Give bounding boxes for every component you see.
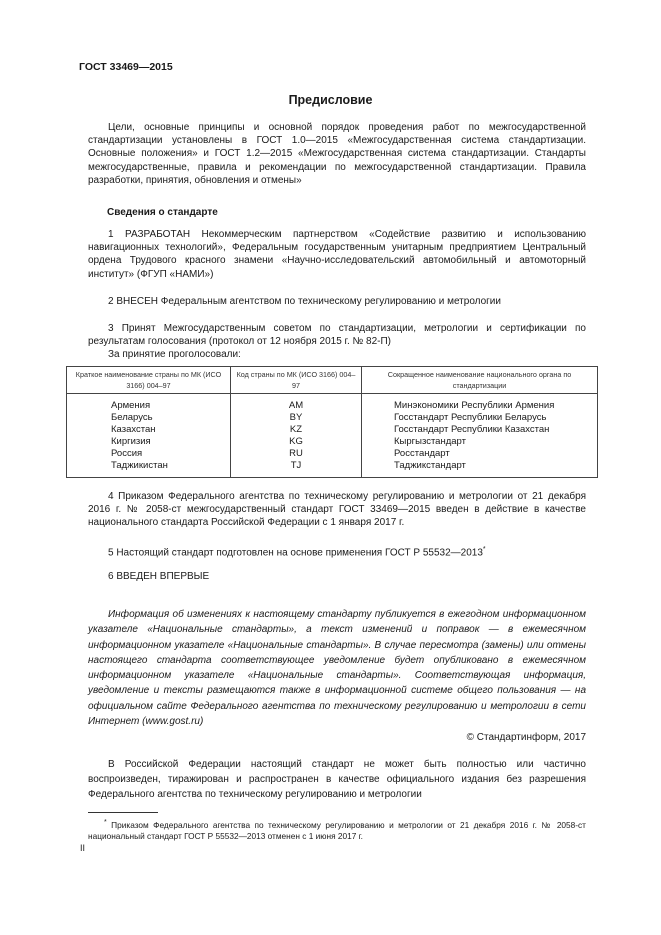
footnote-reference: *	[482, 546, 486, 553]
country-cell: Киргизия	[67, 436, 231, 448]
copyright-line: © Стандартинформ, 2017	[466, 732, 586, 743]
body-cell: Таджикстандарт	[362, 460, 598, 477]
item-6-text: 6 ВВЕДЕН ВПЕРВЫЕ	[108, 571, 210, 582]
footnote	[88, 817, 586, 842]
document-code-header: ГОСТ 33469—2015	[79, 61, 173, 73]
table-row	[67, 436, 598, 448]
footnote-text: Приказом Федерального агентства по техническому регулированию и метрологии от 21 декабря 2016 г. № 2058-ст национальный стандарт ГОСТ Р 55532—2013 отменен с 1 июня 2017 г.	[88, 819, 586, 841]
footnote-mark: *	[104, 819, 107, 826]
item-3	[88, 322, 586, 362]
item-3-voted: За принятие проголосовали:	[108, 349, 241, 361]
header-country: Краткое наименование страны по МК (ИСО 3166) 004–97	[67, 367, 231, 394]
info-notice	[88, 607, 586, 729]
table-row	[67, 460, 598, 477]
table-row	[67, 424, 598, 436]
info-notice-text: Информация об изменениях к настоящему стандарту публикуется в ежегодном информационном указателе «Национальные стандарты», а текст изменений и поправок — в ежемесячном информационном указателе «Национальные стандарты». В случае пересмотра (замены) или отмены настоящего стандарта соответствующее уведомление будет опубликовано в ежемесячном информационном указателе «Национальные стандарты». Соответствующая информация, уведомление и тексты размещаются также в информационной системе общего пользования — на официальном сайте Федерального агентства по техническому регулированию и метрологии в сети Интернет (www.gost.ru)	[88, 609, 586, 728]
item-4	[88, 490, 586, 530]
body-cell: Госстандарт Республики Казахстан	[362, 424, 598, 436]
code-cell: AM	[231, 394, 362, 413]
rights-paragraph	[88, 758, 586, 802]
body-cell: Кыргызстандарт	[362, 436, 598, 448]
page-number: II	[80, 843, 86, 853]
item-3-text: 3 Принят Межгосударственным советом по стандартизации, метрологии и сертификации по результатам голосования (протокол от 12 ноября 2015 г. № 82-П)	[88, 323, 586, 348]
item-1	[88, 228, 586, 281]
country-cell: Казахстан	[67, 424, 231, 436]
intro-paragraph	[88, 121, 586, 187]
country-cell: Беларусь	[67, 412, 231, 424]
table-header-row	[67, 367, 598, 394]
rights-text: В Российской Федерации настоящий стандарт не может быть полностью или частично воспроизведен, тиражирован и распространен в качестве официального издания без разрешения Федерального агентства по техническому регулированию и метрологии	[88, 759, 586, 800]
body-cell: Госстандарт Республики Беларусь	[362, 412, 598, 424]
body-cell: Росстандарт	[362, 448, 598, 460]
item-5	[88, 543, 586, 560]
voting-table	[66, 366, 598, 478]
item-4-text: 4 Приказом Федерального агентства по техническому регулированию и метрологии от 21 декабря 2016 г. № 2058-ст межгосударственный стандарт ГОСТ 33469—2015 введен в действие в качестве национального стандарта Российской Федерации с 1 января 2017 г.	[88, 491, 586, 529]
code-cell: BY	[231, 412, 362, 424]
code-cell: KZ	[231, 424, 362, 436]
item-5-text: 5 Настоящий стандарт подготовлен на основе применения ГОСТ Р 55532—2013	[108, 547, 483, 559]
item-6	[88, 570, 586, 583]
body-cell: Минэкономики Республики Армения	[362, 394, 598, 413]
item-2-text: 2 ВНЕСЕН Федеральным агентством по техническому регулированию и метрологии	[108, 296, 501, 307]
code-cell: RU	[231, 448, 362, 460]
code-cell: TJ	[231, 460, 362, 477]
table-row	[67, 394, 598, 413]
standard-info-heading: Сведения о стандарте	[107, 207, 218, 218]
country-cell: Таджикистан	[67, 460, 231, 477]
page-title: Предисловие	[288, 93, 373, 107]
item-2	[88, 295, 586, 308]
table-row	[67, 448, 598, 460]
country-cell: Армения	[67, 394, 231, 413]
header-code: Код страны по МК (ИСО 3166) 004–97	[231, 367, 362, 394]
footnote-divider	[88, 812, 158, 813]
table-row	[67, 412, 598, 424]
item-1-text: 1 РАЗРАБОТАН Некоммерческим партнерством «Содействие развитию и использованию навигационных технологий», Федеральным государственным унитарным предприятием Центральный ордена Трудового красного знамени «Научно-исследовательский автомобильный и автомоторный институт» (ФГУП «НАМИ»)	[88, 229, 586, 280]
header-body: Сокращенное наименование национального органа по стандартизации	[362, 367, 598, 394]
country-cell: Россия	[67, 448, 231, 460]
code-cell: KG	[231, 436, 362, 448]
intro-text: Цели, основные принципы и основной порядок проведения работ по межгосударственной стандартизации установлены в ГОСТ 1.0—2015 «Межгосударственная система стандартизации. Основные положения» и ГОСТ 1.2—2015 «Межгосударственная система стандартизации. Стандарты межгосударственные, правила и рекомендации по межгосударственной стандартизации. Правила разработки, принятия, обновления и отмены»	[88, 122, 586, 186]
